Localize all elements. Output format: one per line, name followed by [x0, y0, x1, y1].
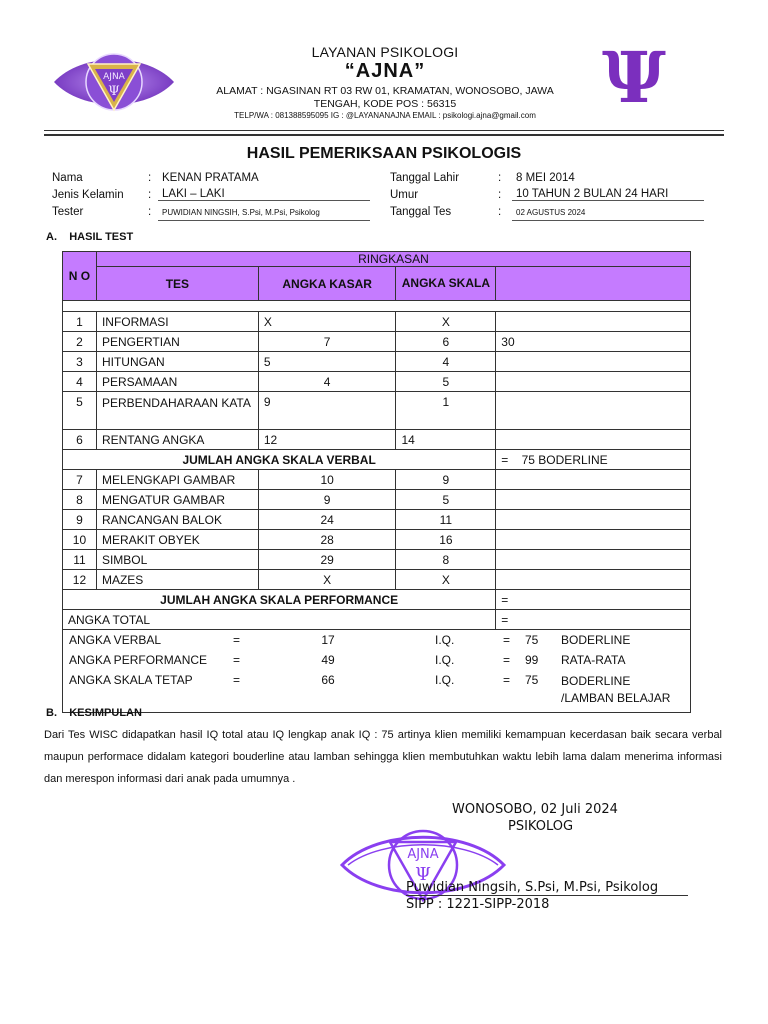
conclusion-paragraph: Dari Tes WISC didapatkan hasil IQ total atau IQ lengkap anak IQ : 75 artinya klien memiliki kemampuan kecerdasan baik secara verbal maupun performace didalam kategori bouderline atau lamban sehingga klien membutuhkan waktu lebih lama dalam menerima informasi dan merespon informasi dari anak pada umumnya .	[44, 729, 722, 785]
address-line-2: TENGAH, KODE POS : 56315	[313, 98, 457, 110]
row-extra: 30	[496, 332, 691, 352]
row-no: 11	[63, 550, 97, 570]
agency-brand: “AJNA”	[344, 60, 426, 82]
row-no: 9	[63, 510, 97, 530]
row-no: 6	[63, 430, 97, 450]
row-tes: RANCANGAN BALOK	[96, 510, 258, 530]
row-extra	[496, 530, 691, 550]
row-tes: PENGERTIAN	[96, 332, 258, 352]
table-row	[63, 550, 691, 570]
table-row	[63, 392, 691, 430]
header-rule-thick	[44, 134, 724, 136]
section-b-heading: B. KESIMPULAN	[46, 707, 142, 719]
iq-value: 75	[525, 633, 539, 647]
iq-label: I.Q.	[435, 653, 455, 667]
colon: :	[498, 189, 502, 201]
table-row	[63, 430, 691, 450]
agency-name: LAYANAN PSIKOLOGI	[311, 44, 459, 60]
score-value: 49	[321, 653, 335, 667]
row-extra	[496, 372, 691, 392]
row-extra	[496, 490, 691, 510]
row-kasar: X	[258, 570, 396, 590]
row-skala: 8	[396, 550, 496, 570]
value-tanggal-lahir: 8 MEI 2014	[516, 172, 575, 184]
total-label: ANGKA TOTAL	[63, 610, 496, 630]
row-kasar: 4	[258, 372, 396, 392]
psi-symbol-icon: Ψ	[602, 36, 666, 119]
row-skala: 6	[396, 332, 496, 352]
row-tes: MERAKIT OBYEK	[96, 530, 258, 550]
table-row	[63, 372, 691, 392]
value-umur: 10 TAHUN 2 BULAN 24 HARI	[512, 188, 704, 201]
table-row	[63, 570, 691, 590]
row-tes: RENTANG ANGKA	[96, 430, 258, 450]
row-tes: PERSAMAAN	[96, 372, 258, 392]
row-skala: 16	[396, 530, 496, 550]
verbal-sum-row	[63, 450, 691, 470]
row-no: 4	[63, 372, 97, 392]
col-header-ringkasan: RINGKASAN	[96, 252, 690, 267]
row-skala: X	[396, 312, 496, 332]
svg-text:Ψ: Ψ	[415, 864, 431, 885]
row-tes: PERBENDAHARAAN KATA	[96, 392, 258, 430]
row-extra	[496, 550, 691, 570]
row-skala: 11	[396, 510, 496, 530]
row-kasar: 12	[258, 430, 396, 450]
address-line-1: ALAMAT : NGASINAN RT 03 RW 01, KRAMATAN, WONOSOBO, JAWA	[216, 85, 554, 97]
colon: :	[148, 206, 152, 218]
table-row	[63, 470, 691, 490]
row-no: 10	[63, 530, 97, 550]
col-header-angka-skala: ANGKA SKALA	[396, 267, 496, 301]
identity-right	[390, 172, 710, 228]
row-extra	[496, 510, 691, 530]
row-extra	[496, 570, 691, 590]
verbal-sum-value: = 75 BODERLINE	[496, 450, 691, 470]
colon: :	[148, 172, 152, 184]
value-nama: KENAN PRATAMA	[162, 172, 259, 184]
row-tes: MENGATUR GAMBAR	[96, 490, 258, 510]
performance-sum-label: JUMLAH ANGKA SKALA PERFORMANCE	[63, 590, 496, 610]
row-skala: 14	[396, 430, 496, 450]
iq-label: I.Q.	[435, 633, 455, 647]
row-kasar: 24	[258, 510, 396, 530]
iq-value: 75	[525, 673, 539, 687]
row-no: 12	[63, 570, 97, 590]
score-block	[63, 630, 691, 713]
row-extra	[496, 392, 691, 430]
score-label: ANGKA SKALA TETAP	[69, 673, 193, 687]
signature-name: Puwidian Ningsih, S.Psi, M.Psi, Psikolog	[406, 880, 688, 896]
score-eq: =	[233, 673, 241, 687]
row-kasar: 28	[258, 530, 396, 550]
score-eq: =	[503, 653, 511, 667]
score-eq: =	[233, 633, 241, 647]
value-tester: PUWIDIAN NINGSIH, S.Psi, M.Psi, Psikolog	[158, 208, 370, 221]
row-kasar: 10	[258, 470, 396, 490]
table-row	[63, 352, 691, 372]
table-row	[63, 510, 691, 530]
col-header-empty	[496, 267, 691, 301]
score-value: 66	[321, 673, 335, 687]
table-bottom-rule	[63, 713, 691, 714]
total-row	[63, 610, 691, 630]
label-tanggal-lahir: Tanggal Lahir	[390, 172, 460, 184]
row-skala: 4	[396, 352, 496, 372]
identity-left	[52, 172, 372, 228]
table-row	[63, 530, 691, 550]
performance-sum-value: =	[496, 590, 691, 610]
signature-sipp: SIPP : 1221-SIPP-2018	[406, 897, 550, 912]
svg-text:AJNA: AJNA	[407, 847, 439, 862]
row-skala: 1	[396, 392, 496, 430]
value-tanggal-tes: 02 AGUSTUS 2024	[512, 208, 704, 221]
label-tester: Tester	[52, 206, 84, 218]
spacer-row	[63, 301, 691, 312]
iq-category: BODERLINE /LAMBAN BELAJAR	[561, 674, 671, 705]
score-label: ANGKA PERFORMANCE	[69, 653, 208, 667]
svg-text:Ψ: Ψ	[108, 84, 120, 99]
row-extra	[496, 430, 691, 450]
verbal-sum-label: JUMLAH ANGKA SKALA VERBAL	[63, 450, 496, 470]
row-kasar: 7	[258, 332, 396, 352]
row-tes: INFORMASI	[96, 312, 258, 332]
score-eq: =	[503, 673, 511, 687]
score-eq: =	[233, 653, 241, 667]
document-title: HASIL PEMERIKSAAN PSIKOLOGIS	[246, 145, 522, 162]
row-no: 1	[63, 312, 97, 332]
iq-category: RATA-RATA	[561, 653, 626, 667]
score-value: 17	[321, 633, 335, 647]
row-tes: MELENGKAPI GAMBAR	[96, 470, 258, 490]
section-a-heading: A. HASIL TEST	[46, 231, 134, 243]
col-header-no: N O	[63, 252, 97, 301]
table-row	[63, 312, 691, 332]
row-no: 3	[63, 352, 97, 372]
col-header-angka-kasar: ANGKA KASAR	[258, 267, 396, 301]
row-skala: 5	[396, 490, 496, 510]
row-tes: MAZES	[96, 570, 258, 590]
performance-sum-row	[63, 590, 691, 610]
row-no: 5	[63, 392, 97, 430]
score-label: ANGKA VERBAL	[69, 633, 162, 647]
row-kasar: 29	[258, 550, 396, 570]
row-tes: HITUNGAN	[96, 352, 258, 372]
col-header-tes: TES	[96, 267, 258, 301]
row-kasar: 9	[258, 490, 396, 510]
row-skala: 5	[396, 372, 496, 392]
value-jenis-kelamin: LAKI – LAKI	[158, 188, 370, 201]
signature-role: PSIKOLOG	[508, 819, 574, 834]
colon: :	[498, 172, 502, 184]
row-extra	[496, 312, 691, 332]
row-kasar: X	[258, 312, 396, 332]
label-jenis-kelamin: Jenis Kelamin	[52, 189, 124, 201]
score-row	[63, 630, 691, 713]
row-kasar: 5	[258, 352, 396, 372]
contact-line: TELP/WA : 081388595095 IG : @LAYANANAJNA EMAIL : psikologi.ajna@gmail.com	[234, 111, 536, 120]
score-eq: =	[503, 633, 511, 647]
svg-text:AJNA: AJNA	[103, 72, 125, 82]
row-tes: SIMBOL	[96, 550, 258, 570]
row-extra	[496, 470, 691, 490]
iq-category: BODERLINE	[561, 633, 631, 647]
row-no: 2	[63, 332, 97, 352]
total-value: =	[496, 610, 691, 630]
results-table	[62, 251, 691, 713]
signature-place-date: WONOSOBO, 02 Juli 2024	[452, 802, 618, 817]
iq-value: 99	[525, 653, 539, 667]
colon: :	[148, 189, 152, 201]
table-row	[63, 332, 691, 352]
table-row	[63, 490, 691, 510]
row-skala: X	[396, 570, 496, 590]
label-umur: Umur	[390, 189, 419, 201]
label-tanggal-tes: Tanggal Tes	[390, 206, 452, 218]
row-skala: 9	[396, 470, 496, 490]
iq-label: I.Q.	[435, 673, 455, 687]
header-rule-thin	[44, 130, 724, 131]
label-nama: Nama	[52, 172, 83, 184]
row-no: 7	[63, 470, 97, 490]
colon: :	[498, 206, 502, 218]
row-no: 8	[63, 490, 97, 510]
row-extra	[496, 352, 691, 372]
row-kasar: 9	[258, 392, 396, 430]
